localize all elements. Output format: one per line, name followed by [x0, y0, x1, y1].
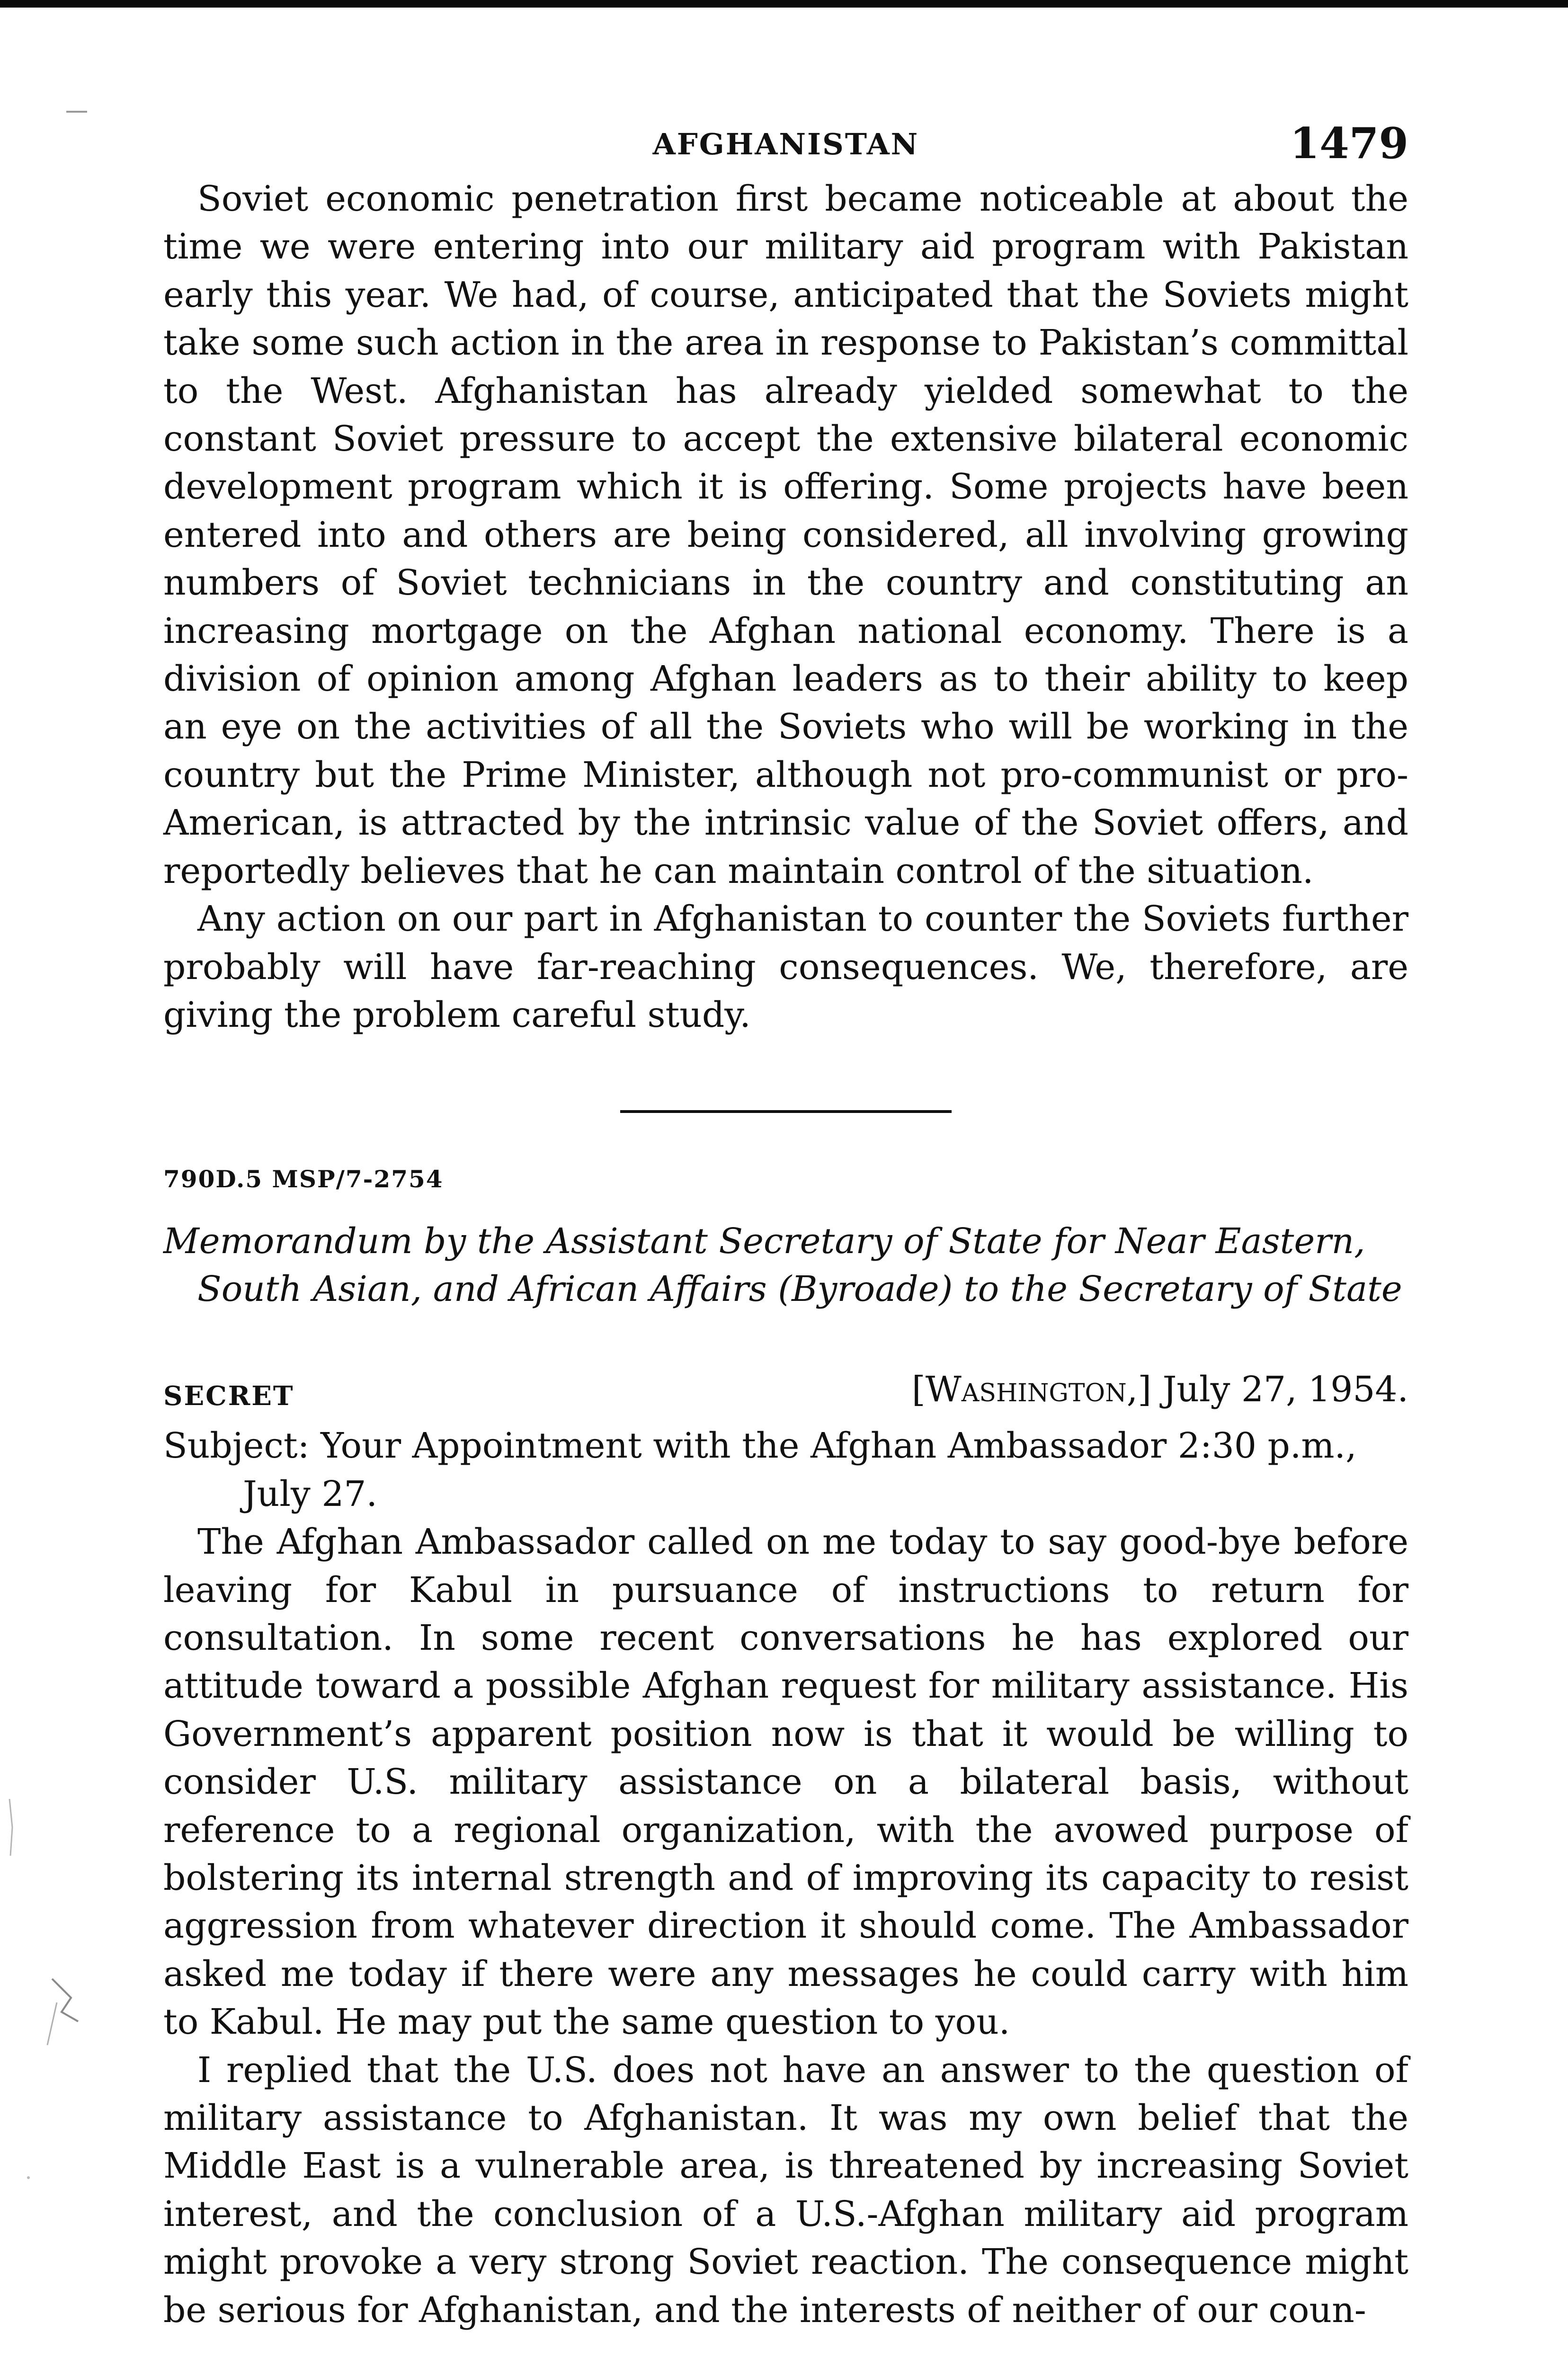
- subject-line: Subject: Your Appointment with the Afghan Ambassador 2:30 p.m., July 27.: [163, 1425, 1357, 1514]
- margin-mark: [66, 111, 87, 113]
- running-head: [163, 118, 1408, 175]
- dateline: [912, 1369, 1408, 1410]
- running-head-title: AFGHANISTAN: [652, 127, 919, 161]
- document-title: Memorandum by the Assistant Secretary of State for Near Eastern, South Asian, and African Affairs (Byroade) to the Secretary of State: [163, 1221, 1402, 1310]
- page-content: [163, 118, 1408, 2334]
- classification-line: [163, 1369, 1408, 1412]
- body-paragraph: The Afghan Ambassador called on me today to say good-bye before leaving for Kabul in pursuance of instructions to return for consultation. In some recent conversations he has explored our attitude toward a possible Afghan request for military assistance. His Government’s apparent position now is that it would be willing to consider U.S. military assistance on a bilateral basis, without reference to a regional organization, with the avowed purpose of bolstering its internal strength and of improving its capacity to resist aggression from whatever direction it should come. The Ambassador asked me today if there were any messages he could carry with him to Kabul. He may put the same question to you.: [163, 1522, 1408, 2043]
- dateline-place: [Washington,]: [911, 1369, 1152, 1410]
- top-border-rule: [0, 0, 1568, 8]
- body-paragraph: Any action on our part in Afghanistan to counter the Soviets further probably will have far-reaching consequences. We, therefore, are giving the problem careful study.: [163, 899, 1408, 1035]
- body-paragraph: Soviet economic penetration first became noticeable at about the time we were entering into our military aid program with Pakistan early this year. We had, of course, anticipated that the Soviets might take some such action in the area in response to Pakistan’s committal to the West. Afghanistan has already yielded somewhat to the constant Soviet pressure to accept the extensive bilateral economic development program which it is offering. Some projects have been entered into and others are being considered, all involving growing numbers of Soviet technicians in the country and constituting an increasing mortgage on the Afghan national economy. There is a division of opinion among Afghan leaders as to their ability to keep an eye on the activities of all the Soviets who will be working in the country but the Prime Minister, although not pro-communist or pro-American, is attracted by the intrinsic value of the Soviet offers, and reportedly believes that he can maintain control of the situation.: [163, 178, 1408, 891]
- classification-label: SECRET: [163, 1380, 294, 1412]
- file-number: 790D.5 MSP/7-2754: [163, 1165, 444, 1193]
- section-separator: [620, 1110, 952, 1113]
- body-paragraph: I replied that the U.S. does not have an answer to the question of military assistance to Afghanistan. It was my own belief that the Middle East is a vulnerable area, is threatened by increasing Soviet interest, and the conclusion of a U.S.-Afghan military aid program might provoke a very strong Soviet reaction. The consequence might be serious for Afghanistan, and the interests of neither of our coun-: [163, 2049, 1408, 2331]
- margin-specks: [0, 1799, 95, 2272]
- page-number: 1479: [1290, 118, 1408, 169]
- dateline-date: July 27, 1954.: [1162, 1369, 1408, 1410]
